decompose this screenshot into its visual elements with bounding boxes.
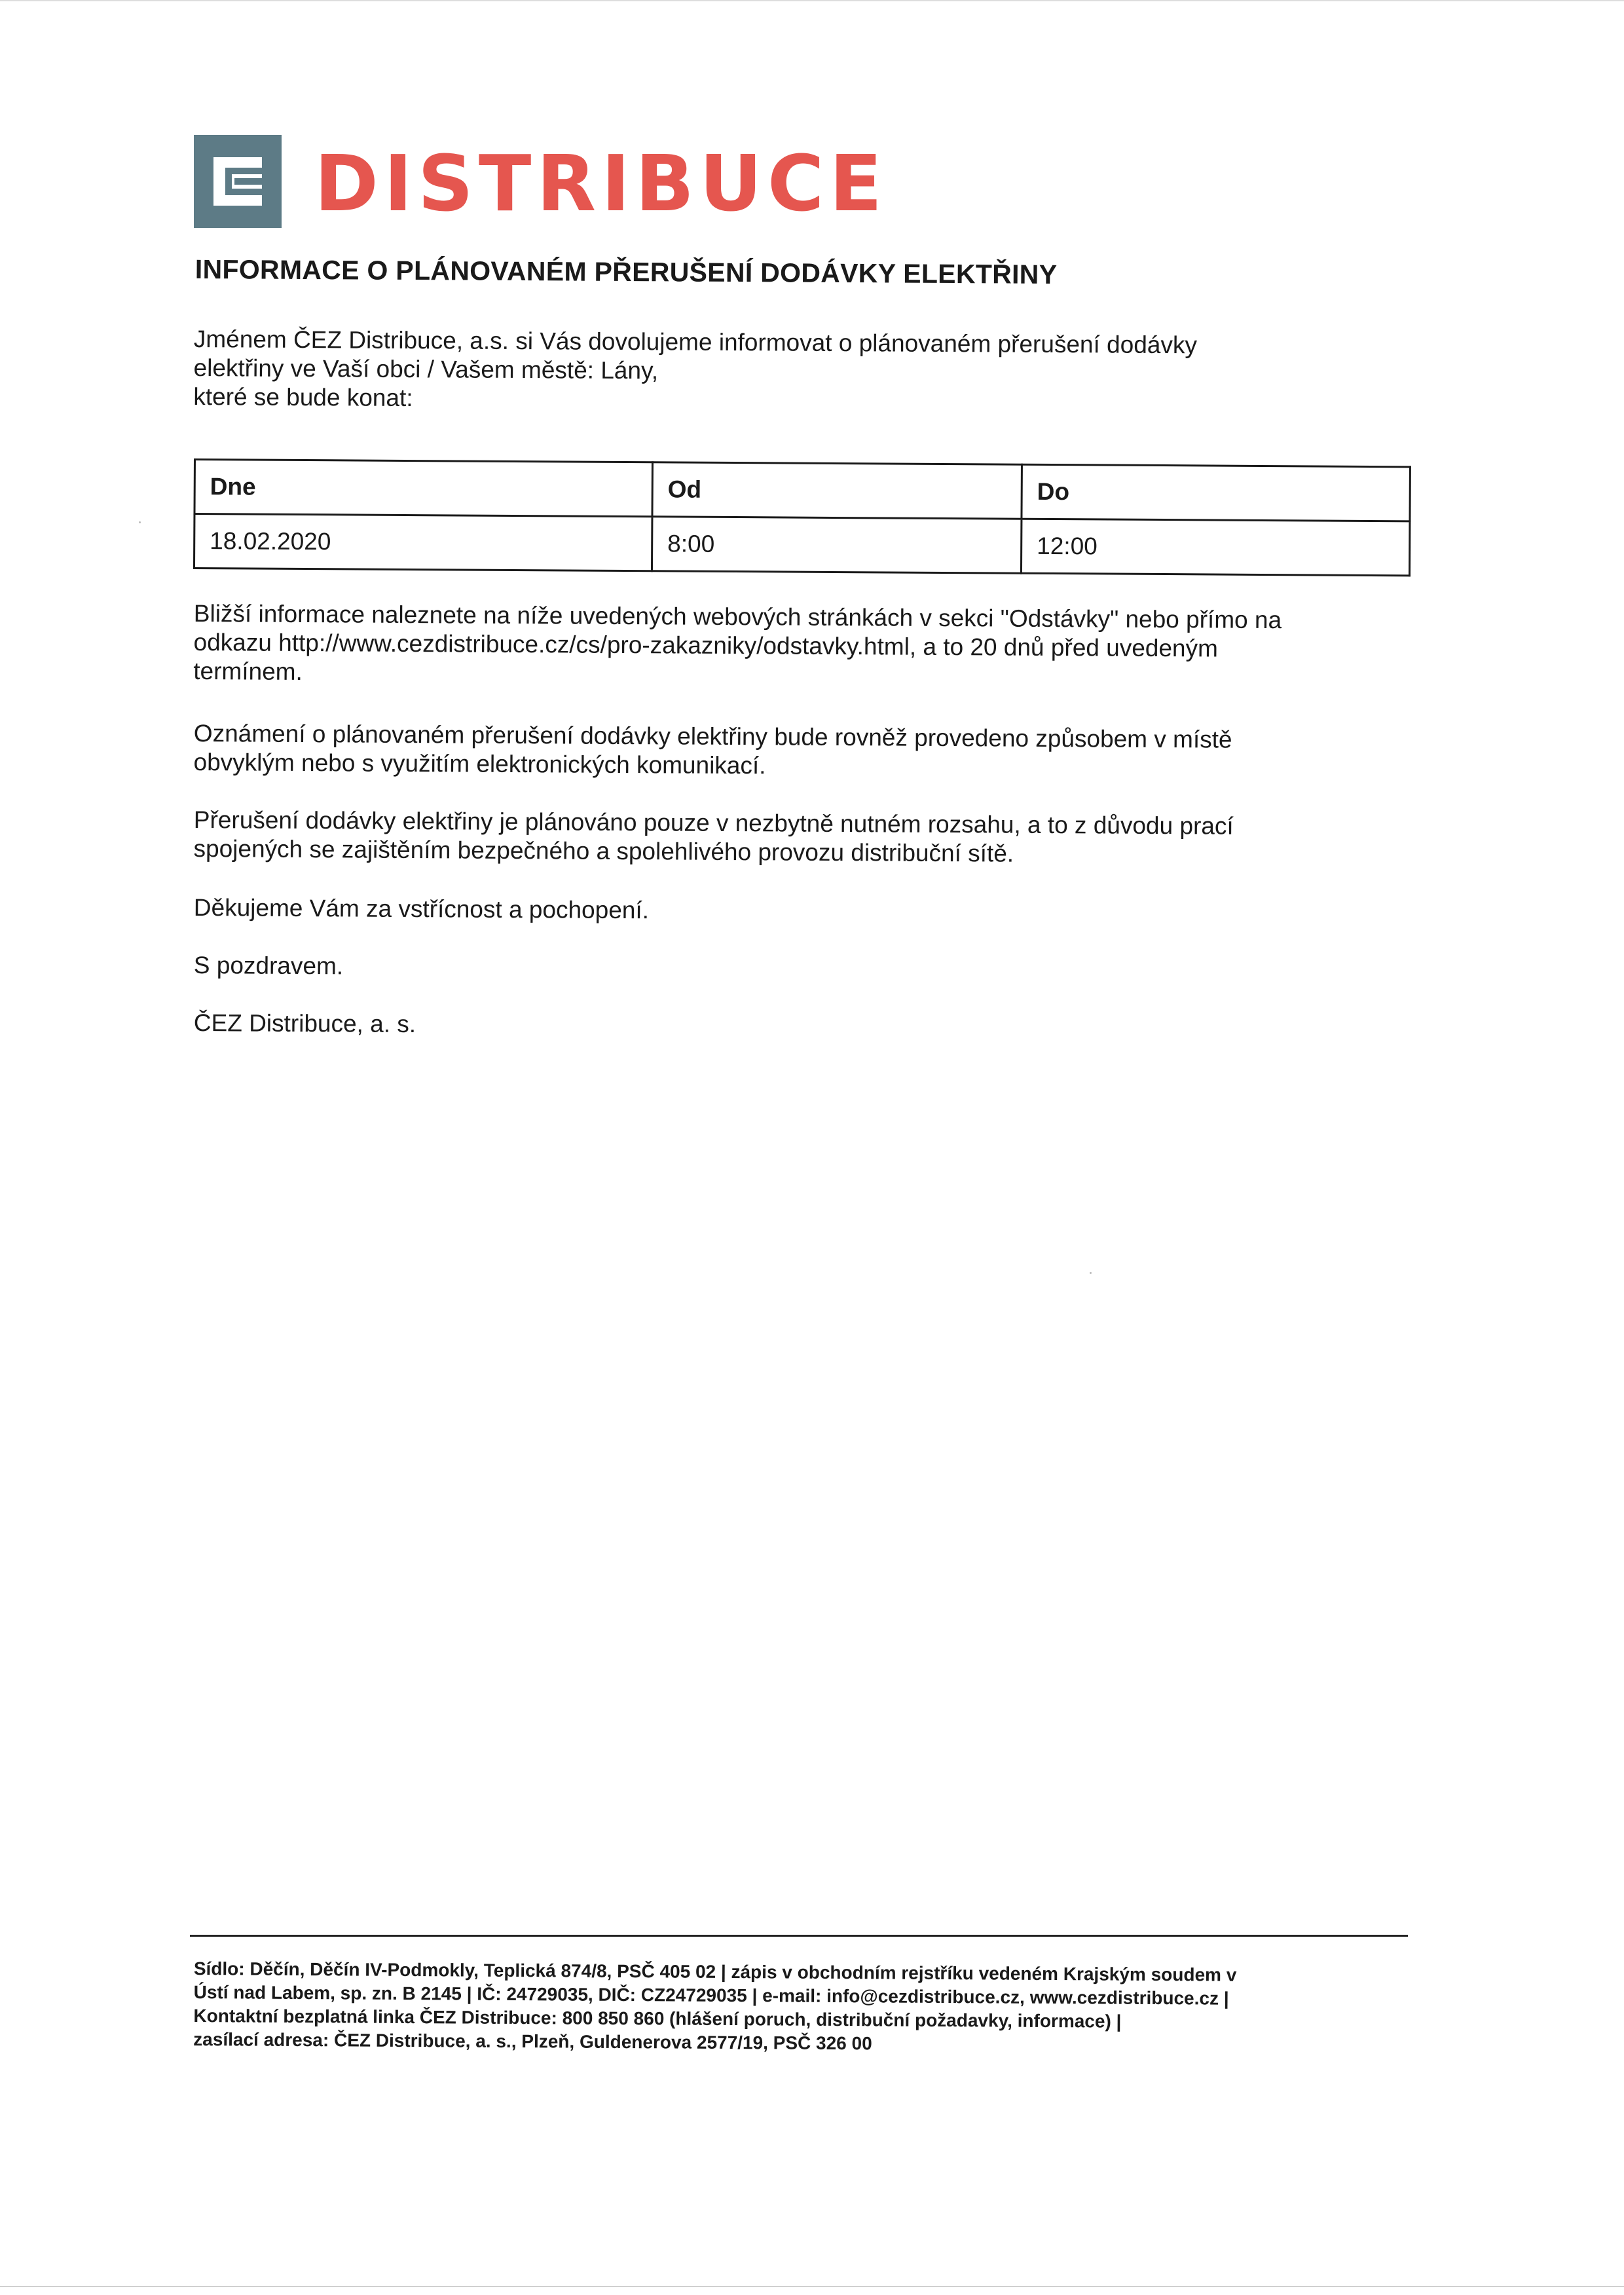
header-from: Od bbox=[652, 462, 1022, 519]
intro-line: které se bude konat: bbox=[193, 382, 413, 412]
footer-line: Kontaktní bezplatná linka ČEZ Distribuce: 800 850 860 (hlášení poruch, distribuční požadavky, informace) | bbox=[193, 2005, 1122, 2032]
notice-line: Oznámení o plánovaném přerušení dodávky elektřiny bude rovněž provedeno způsobem v místě bbox=[193, 720, 1232, 753]
reason-line: Přerušení dodávky elektřiny je plánováno pouze v nezbytně nutném rozsahu, a to z důvodu prací bbox=[193, 806, 1234, 840]
footer-line: Sídlo: Děčín, Děčín IV-Podmokly, Teplická 874/8, PSČ 405 02 | zápis v obchodním rejstříku vedeném Krajským soudem v bbox=[193, 1958, 1237, 1985]
document-title: INFORMACE O PLÁNOVANÉM PŘERUŠENÍ DODÁVKY ELEKTŘINY bbox=[194, 254, 1058, 290]
header-to: Do bbox=[1022, 464, 1410, 521]
footer-divider bbox=[190, 1935, 1408, 1937]
info-line: termínem. bbox=[193, 657, 303, 686]
header-date: Dne bbox=[194, 460, 652, 517]
cell-from: 8:00 bbox=[652, 517, 1021, 573]
notice-line: obvyklým nebo s využitím elektronických komunikací. bbox=[193, 748, 766, 779]
info-line: odkazu http://www.cezdistribuce.cz/cs/pro-zakazniky/odstavky.html, a to 20 dnů před uvedeným bbox=[193, 628, 1219, 662]
info-line: Bližší informace naleznete na níže uvedených webových stránkách v sekci "Odstávky" nebo přímo na bbox=[193, 600, 1282, 634]
signature: ČEZ Distribuce, a. s. bbox=[193, 1009, 416, 1038]
notice-paragraph bbox=[193, 719, 1438, 785]
scan-speck bbox=[139, 521, 141, 523]
intro-paragraph bbox=[193, 325, 1438, 419]
logo-wordmark: DISTRIBUCE bbox=[314, 138, 888, 229]
thanks-paragraph: Děkujeme Vám za vstřícnost a pochopení. bbox=[193, 894, 650, 924]
reason-paragraph bbox=[193, 806, 1438, 871]
cez-logo-mark-icon bbox=[194, 135, 282, 228]
footer-line: zasílací adresa: ČEZ Distribuce, a. s., Plzeň, Guldenerova 2577/19, PSČ 326 00 bbox=[193, 2028, 872, 2054]
scan-speck bbox=[1090, 1272, 1092, 1274]
cell-date: 18.02.2020 bbox=[194, 514, 652, 571]
scan-edge-top bbox=[0, 0, 1624, 1]
outage-schedule-table bbox=[193, 458, 1409, 577]
scan-edge-bottom bbox=[0, 2286, 1624, 2287]
company-footer bbox=[193, 1957, 1425, 2059]
table-row bbox=[194, 514, 1409, 576]
footer-line: Ústí nad Labem, sp. zn. B 2145 | IČ: 24729035, DIČ: CZ24729035 | e-mail: info@cezdistribuce.cz, www.cezdistribuce.cz | bbox=[193, 1981, 1229, 2009]
regards-paragraph: S pozdravem. bbox=[193, 952, 344, 980]
cez-distribuce-logo bbox=[194, 135, 887, 228]
cell-to: 12:00 bbox=[1021, 519, 1409, 576]
intro-line: elektřiny ve Vaší obci / Vašem městě: Lány, bbox=[193, 354, 659, 384]
intro-line: Jménem ČEZ Distribuce, a.s. si Vás dovolujeme informovat o plánovaném přerušení dodávky bbox=[193, 325, 1198, 359]
table-header-row bbox=[194, 460, 1410, 521]
reason-line: spojených se zajištěním bezpečného a spolehlivého provozu distribuční sítě. bbox=[193, 834, 1014, 867]
info-paragraph bbox=[193, 599, 1438, 694]
